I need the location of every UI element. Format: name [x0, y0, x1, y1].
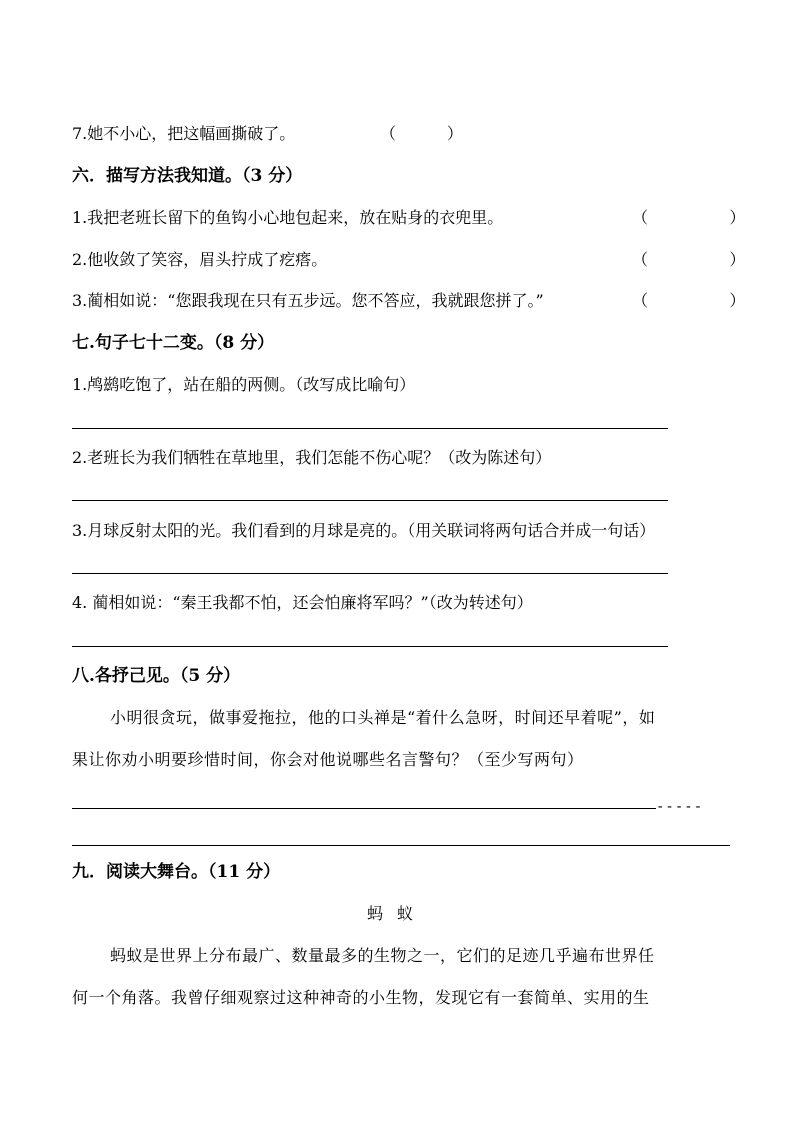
section-7-item-4: 4. 蔺相如说：“秦王我都不怕，还会怕廉将军吗？”（改为转述句） — [72, 593, 533, 612]
section-6-item-2-blank[interactable]: （ ） — [632, 250, 746, 269]
answer-line-7-2[interactable] — [72, 500, 668, 501]
section-8-prompt-line-1: 小明很贪玩，做事爱拖拉，他的口头禅是“着什么急呀，时间还早着呢”，如 — [110, 708, 656, 727]
answer-line-7-4[interactable] — [72, 646, 668, 647]
passage-line-2: 何一个角落。我曾仔细观察过这种神奇的小生物，发现它有一套简单、实用的生 — [72, 988, 650, 1007]
passage-line-1: 蚂蚁是世界上分布最广、数量最多的生物之一，它们的足迹几乎遍布世界任 — [110, 946, 655, 965]
section-6-item-3-blank[interactable]: （ ） — [632, 291, 746, 310]
section-7-item-1: 1.鸬鹚吃饱了，站在船的两侧。（改写成比喻句） — [72, 375, 416, 394]
section-6-item-1-blank[interactable]: （ ） — [632, 208, 746, 227]
answer-line-7-3[interactable] — [72, 573, 668, 574]
answer-line-8-2[interactable] — [72, 845, 730, 846]
section-8-heading: 八.各抒己见。（5 分） — [72, 666, 241, 686]
answer-line-7-1[interactable] — [72, 428, 668, 429]
section-7-item-2: 2.老班长为我们牺牲在草地里，我们怎能不伤心呢？（改为陈述句） — [72, 448, 552, 467]
section-6-item-1: 1.我把老班长留下的鱼钩小心地包起来，放在贴身的衣兜里。 — [72, 208, 504, 227]
section-8-prompt-line-2: 果让你劝小明要珍惜时间，你会对他说哪些名言警句？（至少写两句） — [72, 750, 584, 769]
answer-line-8-1[interactable] — [72, 808, 656, 809]
question-7-answer-blank[interactable]: （ ） — [380, 124, 463, 143]
section-6-item-2: 2.他收敛了笑容，眉头拧成了疙瘩。 — [72, 250, 328, 269]
section-7-heading: 七.句子七十二变。（8 分） — [72, 333, 275, 353]
section-6-item-3: 3.蔺相如说：“您跟我现在只有五步远。您不答应，我就跟您拼了。” — [72, 291, 544, 310]
passage-title: 蚂蚁 — [366, 904, 427, 923]
section-9-heading: 九．阅读大舞台。（11 分） — [72, 862, 281, 882]
answer-line-8-1-dashes: ----- — [656, 799, 704, 815]
section-6-heading: 六．描写方法我知道。（3 分） — [72, 166, 303, 186]
question-7: 7.她不小心，把这幅画撕破了。 — [72, 124, 296, 143]
section-7-item-3: 3.月球反射太阳的光。我们看到的月球是亮的。（用关联词将两句话合并成一句话） — [72, 521, 656, 540]
